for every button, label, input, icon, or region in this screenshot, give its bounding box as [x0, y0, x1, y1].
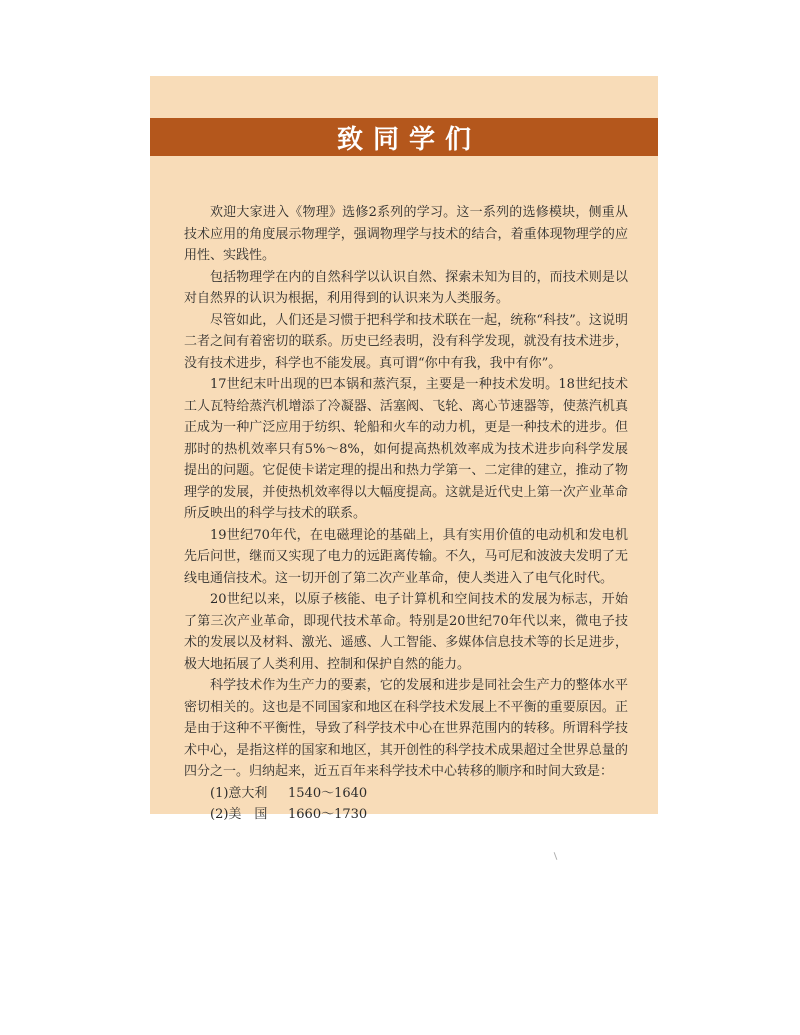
list-item-country: (2)美 国	[210, 807, 268, 822]
page-title: 致同学们	[336, 124, 481, 155]
list-item-years: 1540～1640	[288, 785, 368, 801]
paragraph-first-revolution: 17世纪末叶出现的巴本锅和蒸汽泵，主要是一种技术发明。18世纪技术工人瓦特给蒸汽机增添了冷凝器、活塞阀、飞轮、离心节速器等，使蒸汽机真正成为一种广泛应用于纺织、轮船和火车的动力机，更是一种技术的进步。但那时的热机效率只有5%～8%，如何提高热机效率成为技术进步向科学发展提出的问题。它促使卡诺定理的提出和热力学第一、二定律的建立，推动了物理学的发展，并使热机效率得以大幅度提高。这就是近代史上第一次产业革命所反映出的科学与技术的联系。	[184, 377, 628, 521]
paragraph-second-revolution: 19世纪70年代，在电磁理论的基础上，具有实用价值的电动机和发电机先后问世，继而又实现了电力的远距离传输。不久，马可尼和波波夫发明了无线电通信技术。这一切开创了第二次产业革命，使人类进入了电气化时代。	[184, 527, 628, 586]
list-item-years: 1660～1730	[288, 807, 368, 822]
list-item	[184, 783, 628, 805]
body-text	[184, 202, 628, 826]
paragraph-third-revolution: 20世纪以来，以原子核能、电子计算机和空间技术的发展为标志，开始了第三次产业革命，即现代技术革命。特别是20世纪70年代以来，微电子技术的发展以及材料、激光、遥感、人工智能、多媒体信息技术等的长足进步，极大地拓展了人类利用、控制和保护自然的能力。	[184, 592, 628, 672]
paragraph-intro: 欢迎大家进入《物理》选修2系列的学习。这一系列的选修模块，侧重从技术应用的角度展示物理学，强调物理学与技术的结合，着重体现物理学的应用性、实践性。	[184, 205, 628, 263]
list-item	[184, 804, 628, 826]
list-item-country: (1)意大利	[210, 785, 268, 801]
title-banner	[150, 118, 658, 156]
paragraph-science-centers: 科学技术作为生产力的要素，它的发展和进步是同社会生产力的整体水平密切相关的。这也是不同国家和地区在科学技术发展上不平衡的重要原因。正是由于这种不平衡性，导致了科学技术中心在世界范围内的转移。所谓科学技术中心，是指这样的国家和地区，其开创性的科学技术成果超过全世界总量的四分之一。归纳起来，近五百年来科学技术中心转移的顺序和时间大致是：	[184, 678, 628, 779]
scan-mark	[554, 852, 558, 860]
paragraph-science-purpose: 包括物理学在内的自然科学以认识自然、探索未知为目的，而技术则是以对自然界的认识为根据，利用得到的认识来为人类服务。	[184, 269, 628, 306]
page-panel	[150, 76, 658, 822]
paragraph-science-technology-link: 尽管如此，人们还是习惯于把科学和技术联在一起，统称“科技”。这说明二者之间有着密切的联系。历史已经表明，没有科学发现，就没有技术进步，没有技术进步，科学也不能发展。真可谓“你中有我，我中有你”。	[184, 312, 628, 371]
